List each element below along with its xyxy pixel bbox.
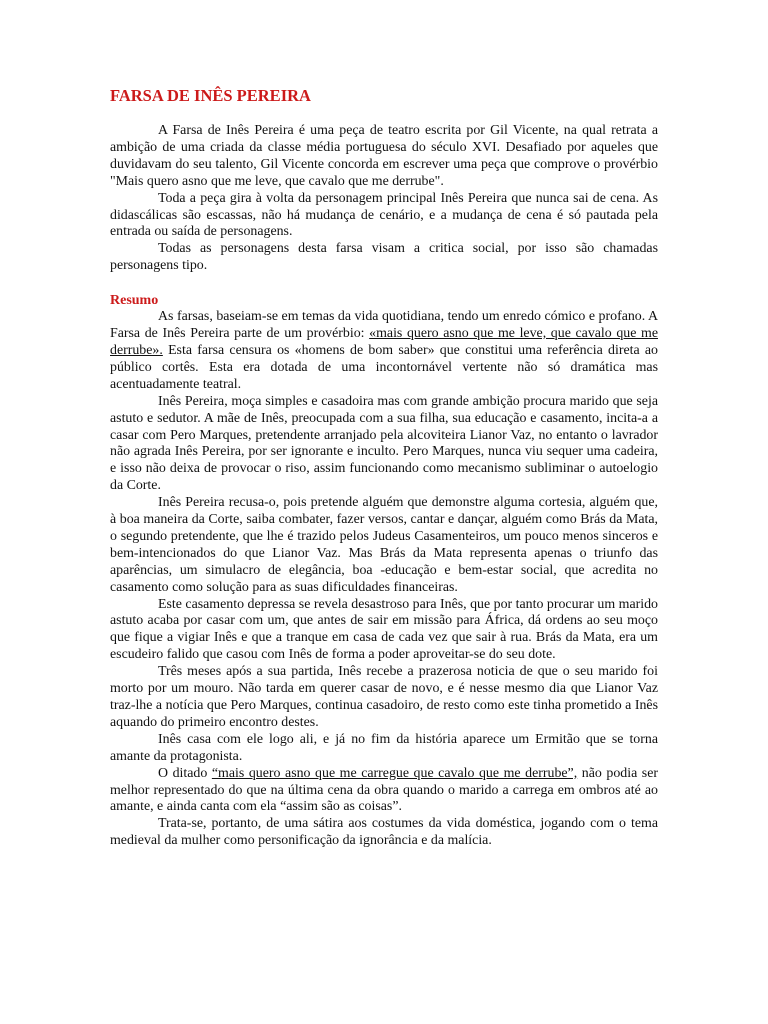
resumo-paragraph-2: Inês Pereira, moça simples e casadoira mas com grande ambição procura marido que seja astuto e sedutor. A mãe de Inês, preocupada com a sua filha, sua educação e casamento, incita-a a casar com Pero Marques, pretendente arranjado pela alcoviteira Lianor Vaz, no entanto o lavrador não agrada Inês Pereira, por ser ignorante e inculto. Pero Marques, nunca viu sequer uma cadeira, e isso não deixa de provocar o riso, assim funcionando como mecanismo subliminar o autoelogio da Corte. bbox=[110, 393, 658, 494]
document-page bbox=[110, 86, 658, 850]
conclusion-paragraph: Trata-se, portanto, de uma sátira aos costumes da vida doméstica, jogando com o tema medieval da mulher como personificação da ignorância e da malícia. bbox=[110, 816, 658, 849]
intro-paragraph-2: Toda a peça gira à volta da personagem principal Inês Pereira que nunca sai de cena. As didascálicas são escassas, não há mudança de cenário, e a mudança de cena é só pautada pela entrada ou saída de personagens. bbox=[110, 190, 658, 240]
resumo-paragraph-5: Três meses após a sua partida, Inês recebe a prazerosa noticia de que o seu marido foi morto por um mouro. Não tarda em querer casar de novo, e é nesse mesmo dia que Lianor Vaz traz-lhe a notícia que Pero Marques, continua casadoiro, de resto como este tinha prometido a Inês aquando do primeiro encontro destes. bbox=[110, 664, 658, 730]
document-title: FARSA DE INÊS PEREIRA bbox=[110, 86, 311, 105]
resumo-paragraph-1 bbox=[110, 309, 658, 394]
ditado-text-b: não podia ser melhor representado do que na última cena da obra quando o marido a carrega em ombros até ao amante, e ainda canta com ela “assim são as coisas”. bbox=[110, 765, 659, 815]
ditado-quote: “mais quero asno que me carregue que cavalo que me derrube”, bbox=[211, 765, 578, 781]
resumo-paragraph-3: Inês Pereira recusa-o, pois pretende alguém que demonstre alguma cortesia, alguém que, à boa maneira da Corte, saiba combater, fazer versos, cantar e dançar, alguém como Brás da Mata, o segundo pretendente, que lhe é trazido pelos Judeus Casamenteiros, um pouco menos sinceros e bem-intencionados do que Lianor Vaz. Mas Brás da Mata representa apenas o triunfo das aparências, um simulacro de elegância, boa -educação e bem-estar social, que acredita no casamento como solução para as suas dificuldades financeiras. bbox=[110, 495, 658, 595]
proverb-quote: «mais quero asno que me leve, que cavalo que me derrube». bbox=[110, 326, 659, 358]
resumo-paragraph-6: Inês casa com ele logo ali, e já no fim da história aparece um Ermitão que se torna amante da protagonista. bbox=[110, 731, 658, 764]
resumo-p1-text-a: As farsas, baseiam-se em temas da vida quotidiana, tendo um enredo cómico e profano. A Farsa de Inês Pereira parte de um provérbio: bbox=[110, 309, 658, 342]
ditado-text-a: O ditado bbox=[158, 765, 212, 781]
intro-paragraph-1: A Farsa de Inês Pereira é uma peça de teatro escrita por Gil Vicente, na qual retrata a ambição de uma criada da classe média portuguesa do século XVI. Desafiado por aqueles que duvidavam do seu talento, Gil Vicente concorda em escrever uma peça que comprove o provérbio "Mais quero asno que me leve, que cavalo que me derrube". bbox=[110, 123, 658, 189]
resumo-heading: Resumo bbox=[110, 293, 159, 309]
intro-paragraph-3: Todas as personagens desta farsa visam a critica social, por isso são chamadas personagens tipo. bbox=[110, 241, 658, 274]
ditado-paragraph bbox=[110, 766, 658, 817]
resumo-paragraph-4: Este casamento depressa se revela desastroso para Inês, que por tanto procurar um marido astuto acaba por casar com um, que antes de sair em missão para África, dá ordens ao seu moço que fique a vigiar Inês e que a tranque em casa de cada vez que sair à rua. Brás da Mata, era um escudeiro falido que casou com Inês de forma a poder aproveitar-se do seu dote. bbox=[110, 596, 658, 663]
resumo-p1-text-b: Esta farsa censura os «homens de bom saber» que constitui uma referência direta ao público cortês. Esta era dotada de uma incontornável vertente não só dramática mas acentuadamente teatral. bbox=[110, 342, 658, 392]
